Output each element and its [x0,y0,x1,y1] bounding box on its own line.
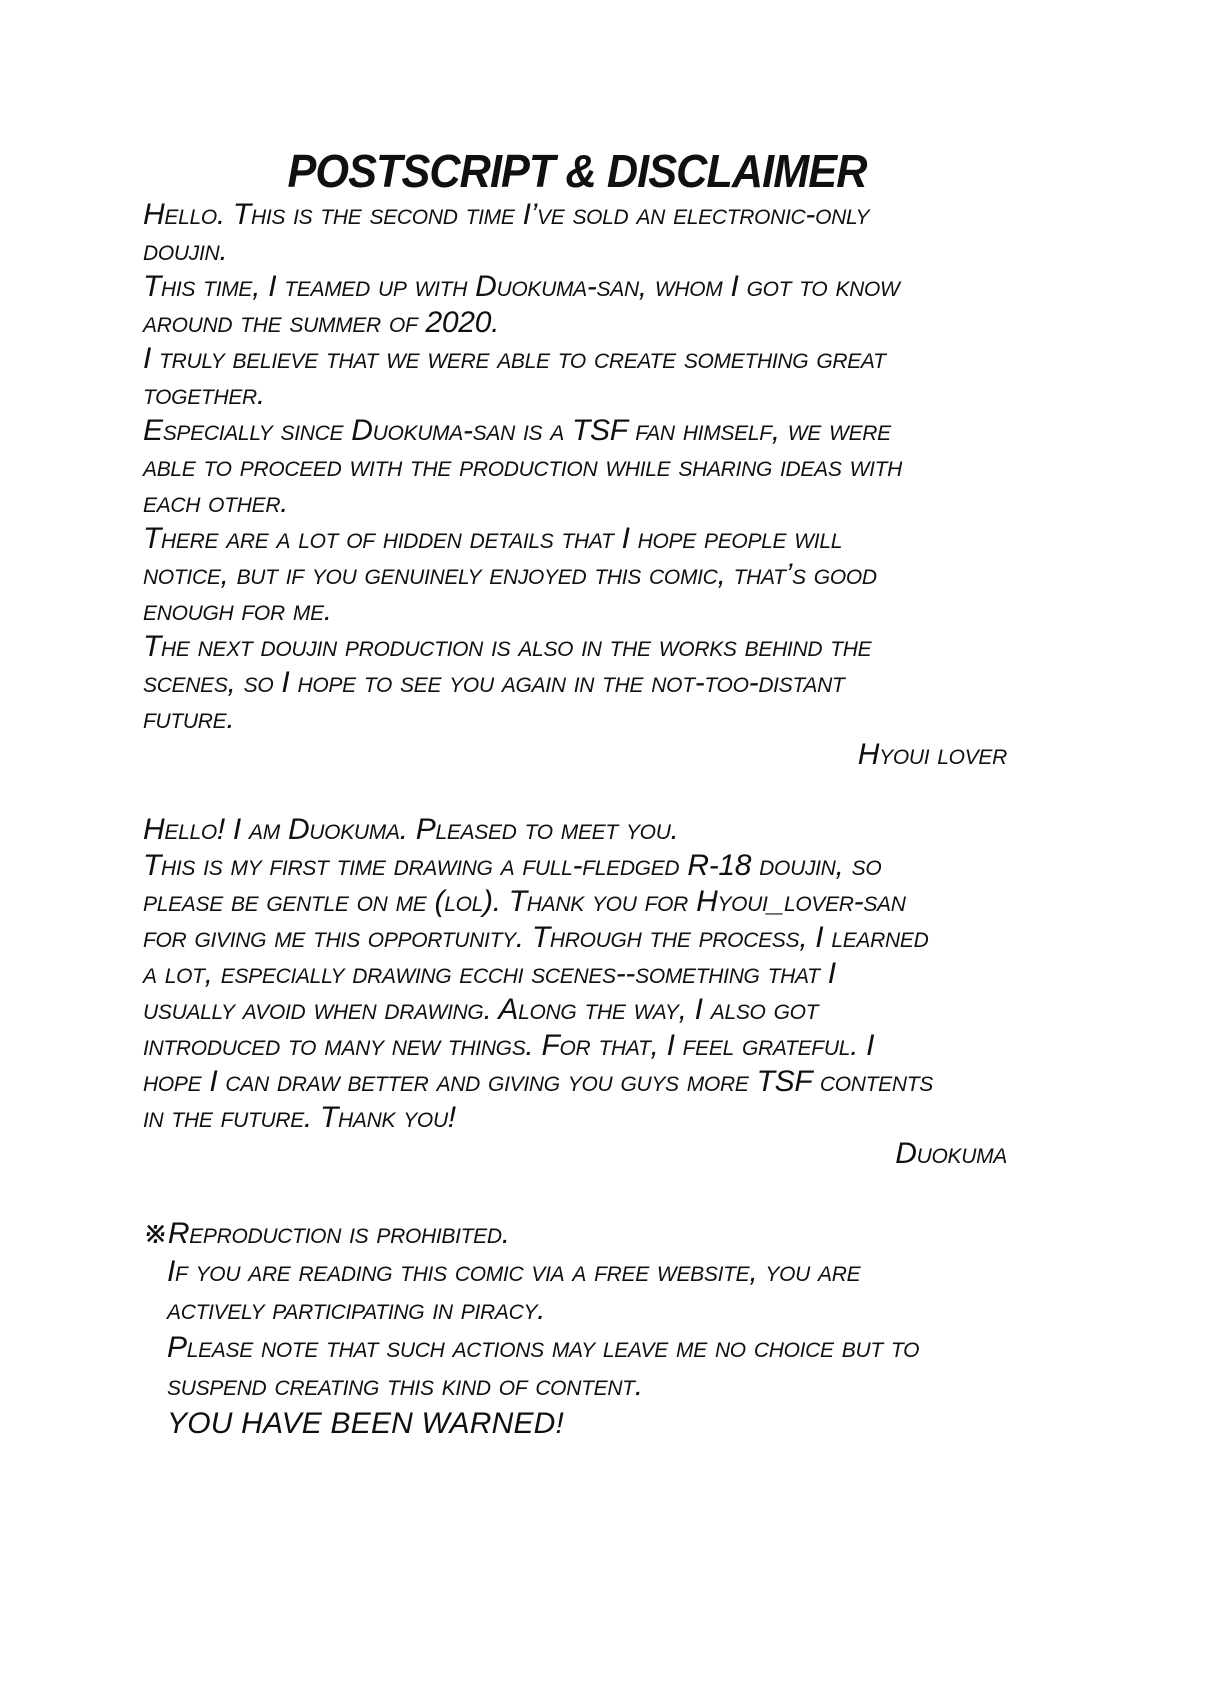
postscript-hyoui [143,197,1011,773]
text-line: introduced to many new things. For that, I feel grateful. I [143,1029,875,1062]
text-line: Hello. This is the second time I’ve sold an electronic-only [143,198,870,231]
text-line: If you are reading this comic via a free website, you are [167,1255,861,1288]
text-line: suspend creating this kind of content. [167,1369,643,1402]
signature-duokuma: Duokuma [895,1137,1007,1170]
text-line: I truly believe that we were able to create something great [143,342,886,375]
text-line: This is my first time drawing a full-fledged R-18 doujin, so [143,849,882,882]
text-line: please be gentle on me (lol). Thank you for Hyoui_lover-san [143,885,906,918]
text-line: future. [143,702,235,735]
text-line: Please note that such actions may leave me no choice but to [167,1331,920,1364]
text-line: scenes, so I hope to see you again in the not-too-distant [143,666,845,699]
text-line: Especially since Duokuma-san is a TSF fan himself, we were [143,414,891,447]
text-line: This time, I teamed up with Duokuma-san, whom I got to know [143,270,900,303]
text-line: a lot, especially drawing ecchi scenes--something that I [143,957,836,990]
text-line: able to proceed with the production while sharing ideas with [143,450,903,483]
text-line: doujin. [143,234,228,267]
disclaimer-section [143,1215,1011,1443]
signature-hyoui-lover: Hyoui lover [857,738,1007,771]
text-line: enough for me. [143,594,332,627]
text-line: notice, but if you genuinely enjoyed this comic, that’s good [143,558,877,591]
text-line: hope I can draw better and giving you guys more TSF contents [143,1065,933,1098]
text-line: each other. [143,486,289,519]
text-line: for giving me this opportunity. Through the process, I learned [143,921,929,954]
text-line: together. [143,378,265,411]
text-line: around the summer of 2020. [143,306,500,339]
text-line: usually avoid when drawing. Along the way, I also got [143,993,819,1026]
text-line: actively participating in piracy. [167,1293,546,1326]
text-line: There are a lot of hidden details that I hope people will [143,522,843,555]
page-title: POSTSCRIPT & DISCLAIMER [287,145,867,197]
text-line: The next doujin production is also in the works behind the [143,630,872,663]
postscript-duokuma [143,812,1011,1172]
text-line: Hello! I am Duokuma. Pleased to meet you. [143,813,679,846]
text-line: in the future. Thank you! [143,1101,456,1134]
text-line: ※Reproduction is prohibited. [143,1217,510,1250]
warning-line: YOU HAVE BEEN WARNED! [167,1407,565,1440]
